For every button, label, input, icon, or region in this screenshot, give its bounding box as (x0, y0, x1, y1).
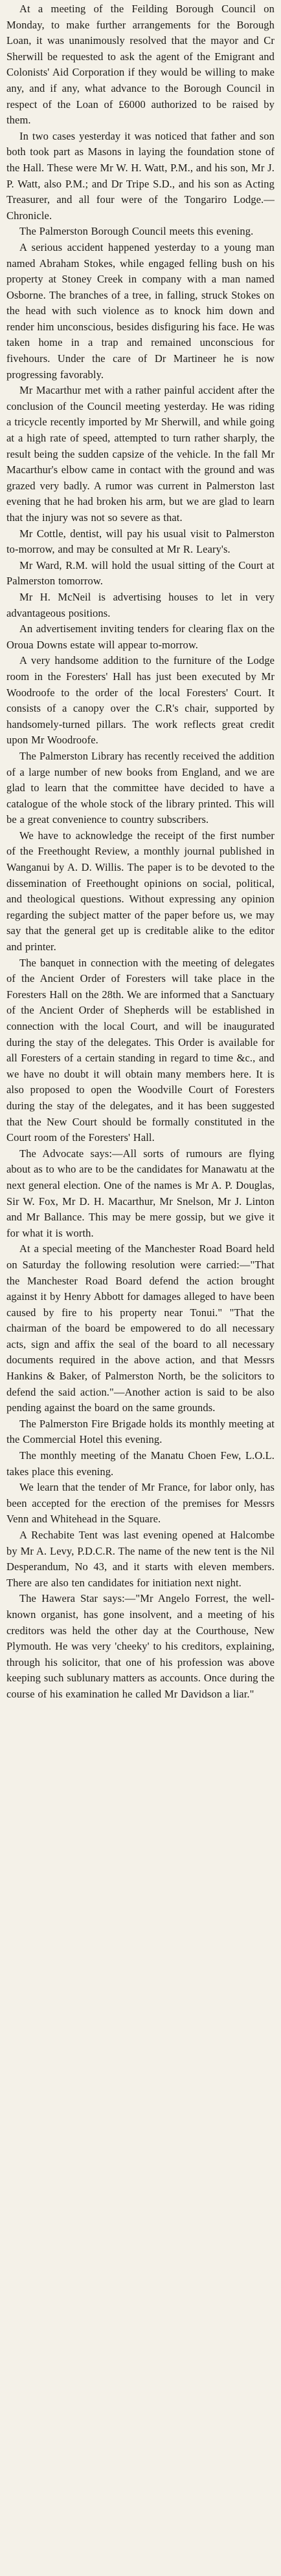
news-item-lol: The monthly meeting of the Manatu Choen Few, L.O.L. takes place this evening. (6, 1449, 275, 1478)
news-item-flax-tenders: An advertisement inviting tenders for clearing flax on the Oroua Downs estate will appear to-morrow. (6, 623, 275, 651)
news-item-stokes-accident: A serious accident happened yesterday to a young man named Abraham Stokes, while engaged felling bush on his property at Stoney Creek in company with a man named Osborne. The branches of a tree, in falling, struck Stokes on the head with such violence as to knock him down and render him unconscious, besides disfiguring his face. He was taken home in a trap and remained unconscious for fivehours. Under the care of Dr Martineer he is now progressing favorably. (6, 240, 275, 381)
news-item-hawera-star: The Hawera Star says:—"Mr Angelo Forrest, the well-known organist, has gone insolvent, and a meeting of his creditors was held the other day at the Courthouse, New Plymouth. He was very 'cheeky' to his creditors, explaining, through his solicitor, that one of his profession was above keeping such sublunary matters as accounts. Once during the course of his examination he called Mr Davidson a liar." (6, 1592, 275, 1700)
news-item-rechabite: A Rechabite Tent was last evening opened at Halcombe by Mr A. Levy, P.D.C.R. The name of the new tent is the Nil Desperandum, No 43, and it starts with eleven members. There are also ten candidates for initiation next night. (6, 1529, 275, 1589)
news-item-fire-brigade: The Palmerston Fire Brigade holds its monthly meeting at the Commercial Hotel this evening. (6, 1417, 275, 1446)
news-item-feilding-loan: At a meeting of the Feilding Borough Council on Monday, to make further arrangements for the Borough Loan, it was unanimously resolved that the mayor and Cr Sherwill be requested to ask the agent of the Emigrant and Colonists' Aid Corporation if they would be willing to make any, and if any, what advance to the Borough Council in respect of the Loan of £6000 authorized to be raised by them. (6, 3, 275, 127)
news-item-road-board: At a special meeting of the Manchester Road Board held on Saturday the following resolution were carried:—"That the Manchester Road Board defend the action brought against it by Henry Abbott for damages alleged to have been caused by fire to his property near Tonui." "That the chairman of the board be empowered to do all necessary acts, sign and affix the seal of the board to all necessary documents required in the above action, and that Messrs Hankins & Baker, of Palmerston North, be the solicitors to defend the said action."—Another action is said to be also pending against the board on the same grounds. (6, 1242, 275, 1414)
news-item-court: Mr Ward, R.M. will hold the usual sitting of the Court at Palmerston tomorrow. (6, 559, 275, 588)
news-item-tender: We learn that the tender of Mr France, for labor only, has been accepted for the erection of the premises for Messrs Venn and Whitehead in the Square. (6, 1481, 275, 1526)
news-item-library: The Palmerston Library has recently received the addition of a large number of new books from England, and we are glad to learn that the committee have decided to have a catalogue of the whole stock of the library printed. This will be a great convenience to country subscribers. (6, 749, 275, 826)
news-item-freethought: We have to acknowledge the receipt of the first number of the Freethought Review, a monthly journal published in Wanganui by A. D. Willis. The paper is to be devoted to the dissemination of Freethought opinions on social, political, and theological questions. Without expressing any opinion regarding the subject matter of the paper before us, we may say that the general get up is creditable alike to the editor and printer. (6, 829, 275, 953)
news-item-banquet: The banquet in connection with the meeting of delegates of the Ancient Order of Foresters will take place in the Foresters Hall on the 28th. We are informed that a Sanctuary of the Ancient Order of Shepherds will be established in connection with the local Court, and will be inaugurated during the stay of the delegates. This Order is available for all Foresters of a certain standing in regard to time &c., and we have no doubt it will obtain many members here. It is also proposed to open the Woodville Court of Foresters during the stay of the delegates, and it has been suggested that the New Court should be formally constituted in the Court room of the Foresters' Hall. (6, 956, 275, 1144)
news-item-lodge-furniture: A very handsome addition to the furniture of the Lodge room in the Foresters' Hall has just been executed by Mr Woodroofe to the order of the local Foresters' Court. It consists of a canopy over the C.R's chair, supported by handsomely-turned pillars. The work reflects great credit upon Mr Woodroofe. (6, 654, 275, 747)
news-item-dentist: Mr Cottle, dentist, will pay his usual visit to Palmerston to-morrow, and may be consulted at Mr R. Leary's. (6, 527, 275, 556)
news-item-masons: In two cases yesterday it was noticed that father and son both took part as Masons in laying the foundation stone of the Hall. These were Mr W. H. Watt, P.M., and his son, Mr J. P. Watt, also P.M.; and Dr Tripe S.D., and his son as Acting Treasurer, and all four were of the Tongariro Lodge.—Chronicle. (6, 129, 275, 222)
news-item-council-meeting: The Palmerston Borough Council meets this evening. (19, 225, 254, 238)
news-item-macarthur-accident: Mr Macarthur met with a rather painful accident after the conclusion of the Council meeting yesterday. He was riding a tricycle recently imported by Mr Sherwill, and while going at a high rate of speed, attempted to turn rather sharply, the result being the sudden capsize of the vehicle. In the fall Mr Macarthur's elbow came in contact with the ground and was grazed very badly. A rumor was current in Palmerston last evening that he had broken his arm, but we are glad to learn that the injury was not so severe as that. (6, 384, 275, 524)
news-item-houses: Mr H. McNeil is advertising houses to let in very advantageous positions. (6, 590, 275, 619)
news-item-advocate: The Advocate says:—All sorts of rumours are flying about as to who are to be the candidates for Manawatu at the next general election. One of the names is Mr A. P. Douglas, Sir W. Fox, Mr D. H. Macarthur, Mr Snelson, Mr J. Linton and Mr Ballance. This may be mere gossip, but we give it for what it is worth. (6, 1147, 275, 1239)
